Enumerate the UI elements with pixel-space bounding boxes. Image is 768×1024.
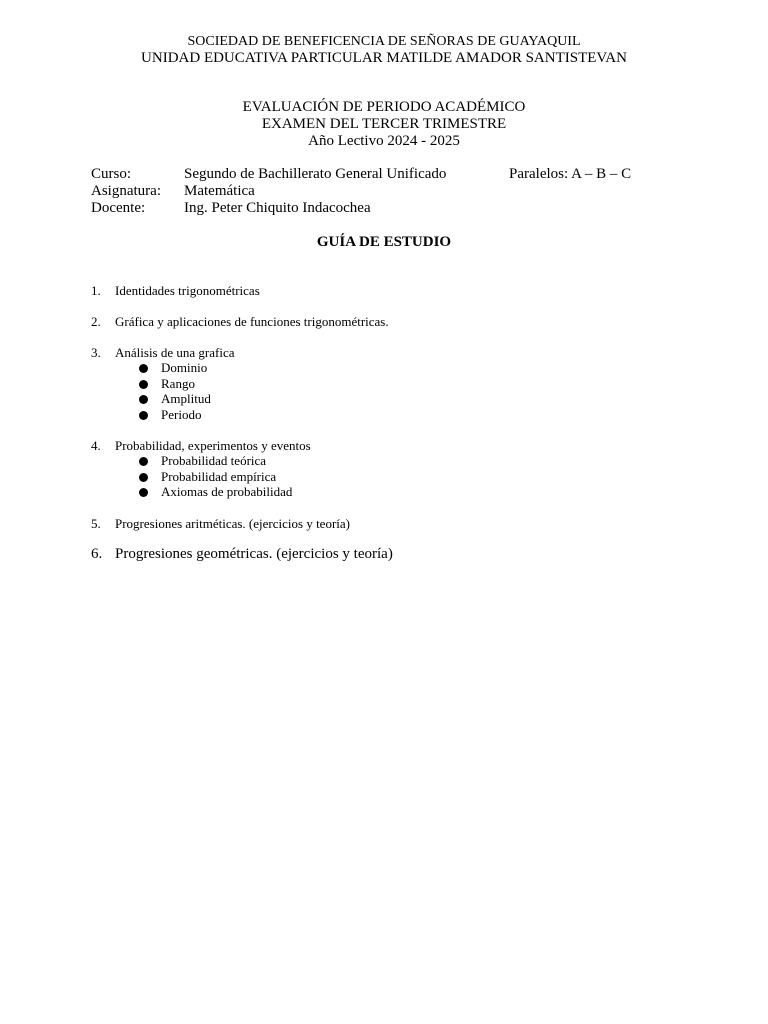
school-name: UNIDAD EDUCATIVA PARTICULAR MATILDE AMADOR SANTISTEVAN [141, 50, 627, 66]
item-text: Progresiones geométricas. (ejercicios y teoría) [115, 546, 393, 562]
item-text: Probabilidad, experimentos y eventos [115, 438, 311, 453]
item-text: Gráfica y aplicaciones de funciones trigonométricas. [115, 314, 389, 329]
bullet-icon [139, 473, 148, 482]
sub-item-text: Probabilidad teórica [161, 453, 267, 468]
sub-item-text: Dominio [161, 360, 208, 375]
item-number: 3. [91, 345, 101, 360]
exam-title-block [0, 99, 768, 150]
subject-value: Matemática [184, 183, 255, 199]
bullet-icon [139, 364, 148, 373]
bullet-icon [139, 488, 148, 497]
sub-item-text: Amplitud [161, 391, 211, 406]
teacher-label: Docente: [91, 200, 146, 216]
item-number: 6. [91, 546, 103, 562]
sub-item-text: Periodo [161, 406, 202, 422]
bullet-icon [139, 380, 148, 389]
item-number: 1. [91, 283, 101, 298]
teacher-value: Ing. Peter Chiquito Indacochea [184, 200, 371, 216]
institution-name: SOCIEDAD DE BENEFICENCIA DE SEÑORAS DE GUAYAQUIL [187, 34, 581, 49]
bullet-icon [139, 411, 148, 420]
exam-subtitle: EXAMEN DEL TERCER TRIMESTRE [261, 116, 507, 132]
bullet-icon [139, 395, 148, 404]
sub-item-text: Rango [161, 375, 195, 391]
sub-item-text: Axiomas de probabilidad [161, 484, 293, 499]
exam-title: EVALUACIÓN DE PERIODO ACADÉMICO [242, 99, 526, 115]
item-text: Progresiones aritméticas. (ejercicios y teoría) [115, 516, 350, 531]
course-value: Segundo de Bachillerato General Unificado [184, 166, 447, 182]
item-number: 5. [91, 516, 101, 531]
item-text: Análisis de una grafica [115, 345, 235, 360]
bullet-icon [139, 457, 148, 466]
sub-item-text: Probabilidad empírica [161, 468, 277, 484]
course-label: Curso: [91, 166, 132, 182]
school-year: Año Lectivo 2024 - 2025 [308, 133, 460, 149]
guide-title: GUÍA DE ESTUDIO [316, 234, 452, 250]
item-text: Identidades trigonométricas [115, 283, 260, 298]
subject-label: Asignatura: [91, 183, 161, 199]
parallels: Paralelos: A – B – C [509, 166, 632, 182]
item-number: 4. [91, 438, 101, 453]
item-number: 2. [91, 314, 101, 329]
